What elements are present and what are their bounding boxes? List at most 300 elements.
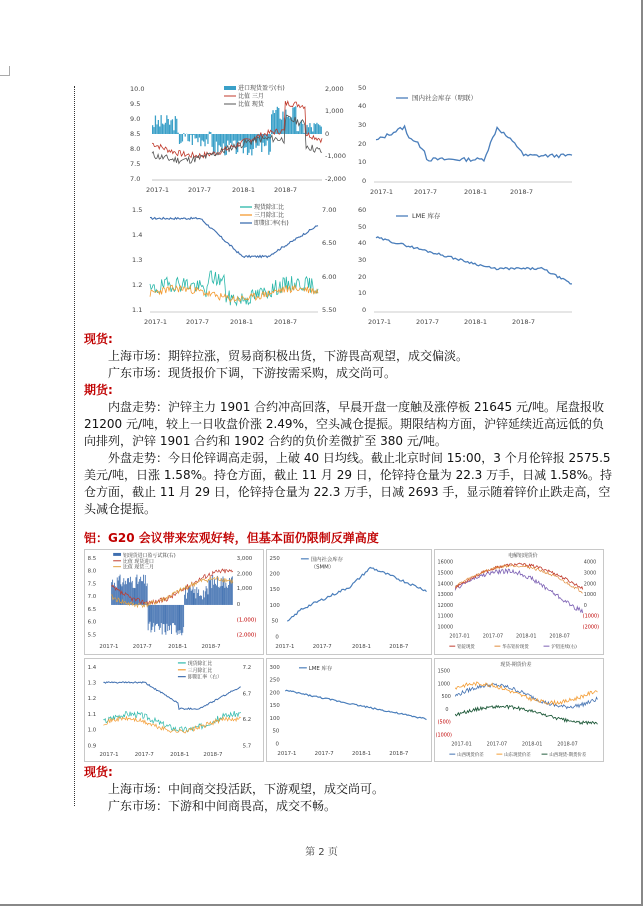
bar [209, 580, 210, 605]
bar [218, 587, 219, 605]
bar [302, 124, 303, 134]
tick: 12000 [437, 602, 454, 609]
al-import-svg [85, 550, 263, 654]
bar [130, 577, 131, 605]
bar [306, 125, 307, 134]
bar [214, 579, 215, 605]
bar [210, 132, 211, 134]
bar [298, 131, 299, 134]
legend-label: 国内社会库存（明联） [412, 94, 477, 102]
al-fx-spot-ratio-line [103, 711, 240, 732]
tick: 2017-7 [134, 752, 154, 759]
bar [113, 586, 114, 605]
al-price-svg [435, 550, 603, 654]
al-price-chart [434, 549, 604, 655]
zinc-foreign-line-3: 仓方面，截止 11 月 29 日，伦锌持仓量为 22.3 万手，日减 2693 手，显示随着锌价止跌走高，空 [84, 485, 611, 499]
tick: -1,000 [325, 152, 346, 160]
tick: 7.0 [130, 175, 141, 183]
bar [184, 595, 185, 605]
bar [311, 127, 312, 134]
tick: 2018-07 [549, 633, 570, 640]
bar [219, 134, 220, 145]
tick: 1,000 [325, 107, 344, 115]
page-number: 第 2 页 [305, 847, 338, 858]
bar [170, 605, 171, 625]
zinc-social-stock-x [370, 188, 533, 196]
tick: 10.0 [130, 85, 145, 93]
bar [179, 605, 180, 634]
tick: 50 [358, 84, 367, 92]
tick: 7.2 [242, 664, 252, 671]
zinc-foreign-line-2: 美元/吨，日涨 1.58%。持仓方面，截止 11 月 29 日，伦锌持仓量为 22.3 万手，日减 1.58%。持 [84, 468, 613, 482]
tick: 2018-07 [557, 741, 578, 748]
bar [207, 588, 208, 604]
legend-label: 比值 三月 [238, 93, 264, 100]
bar [123, 578, 124, 605]
zinc-social-stock-line [376, 126, 572, 161]
bar [118, 580, 119, 605]
bar [200, 595, 201, 605]
bar [197, 134, 198, 142]
tick: 2017-7 [314, 751, 334, 758]
bar [216, 585, 217, 605]
bar [316, 123, 317, 134]
tick: 0 [275, 634, 279, 641]
tick: 2018-01 [521, 741, 543, 748]
tick: 20 [358, 140, 367, 148]
bar [179, 605, 180, 630]
bar [143, 575, 144, 605]
tick: 2017-1 [146, 186, 170, 194]
bar [195, 589, 196, 605]
bar [162, 605, 163, 635]
tick: 2017-1 [368, 318, 392, 326]
bar [187, 593, 188, 605]
bar [216, 134, 217, 142]
bar [220, 586, 221, 605]
bar [137, 584, 138, 605]
al-social-stock-line [287, 567, 426, 621]
bar [189, 586, 190, 605]
bar [190, 587, 191, 605]
tick: 1.4 [132, 231, 143, 239]
al-spot-guangdong: 广东市场：下游和中间商畏高，成交不畅。 [108, 799, 337, 813]
tick: 500 [441, 694, 451, 701]
bar [176, 119, 177, 134]
tick: 11000 [437, 613, 454, 620]
tick: 1,000 [236, 586, 253, 593]
tick: 2017-1 [144, 318, 168, 326]
zinc-social-stock-y [358, 84, 366, 185]
zinc-fx-y-right [322, 206, 336, 314]
zinc-domestic-line-2: 21200 元/吨，较上一日收盘价涨 2.49%，空头减仓提振。期限结构方面，沪锌延续近高远低的负 [84, 417, 604, 431]
legend-swatch [113, 553, 121, 556]
bar [224, 588, 225, 605]
tick: 40 [358, 102, 367, 110]
legend-label: 华东铝价现货 [502, 645, 529, 651]
bar [319, 125, 320, 134]
al-spot-heading: 现货: [84, 765, 113, 779]
bar [217, 576, 218, 605]
tick: 150 [269, 587, 280, 594]
al-lme-stock-line [285, 690, 426, 719]
tick: 1.3 [87, 680, 97, 687]
zinc-domestic-line-3: 向排列，沪锌 1901 合约和 1902 合约的负价差微扩至 380 元/吨。 [84, 434, 447, 448]
zinc-fx-three-month-ratio-line [150, 285, 318, 301]
legend-label: 山西现货-期货价差 [549, 753, 587, 759]
legend-label: 国内社会库存 [310, 556, 343, 563]
tick: 16000 [437, 559, 454, 566]
bar [210, 580, 211, 605]
bar [160, 605, 161, 628]
bar [138, 582, 139, 605]
tick: 14000 [437, 581, 454, 588]
bar [155, 605, 156, 626]
tick: 2018-1 [232, 186, 256, 194]
zinc-import-chart [128, 82, 348, 198]
bar [241, 134, 242, 140]
tick: 5.50 [322, 306, 337, 314]
bar [203, 134, 204, 142]
bar [190, 134, 191, 135]
bar [152, 125, 153, 134]
tick: 2018-1 [230, 318, 254, 326]
zinc-social-stock-chart [352, 82, 577, 198]
tick: 2017-1 [99, 644, 119, 651]
zinc-social-stock-svg [352, 82, 577, 198]
bar [229, 578, 230, 605]
al-spot-shanghai: 上海市场：中间商交投活跃，下游观望，成交尚可。 [108, 782, 385, 796]
legend-swatch [224, 86, 236, 90]
bar [137, 575, 138, 605]
zinc-lme-stock-line [376, 237, 572, 284]
bar [183, 605, 184, 627]
bar [230, 580, 231, 605]
tick: 1500 [437, 668, 451, 675]
bar [195, 134, 196, 139]
tick: 0 [236, 601, 241, 608]
bar [187, 134, 188, 141]
bar [155, 116, 156, 135]
tick: -2,000 [325, 175, 346, 183]
bar [174, 605, 175, 625]
bar [171, 605, 172, 634]
bar [212, 134, 213, 147]
legend-label: 沪铝连续(右) [551, 645, 577, 651]
bar [154, 605, 155, 632]
bar [297, 131, 298, 134]
chart-title: 现货-期货价差 [500, 661, 532, 668]
bar [318, 124, 319, 134]
bar [144, 584, 145, 605]
tick: 1000 [437, 681, 451, 688]
bar [159, 127, 160, 135]
bar [170, 120, 171, 134]
bar [165, 605, 166, 635]
tick: 2000 [583, 581, 597, 588]
bar [282, 112, 283, 134]
bar [172, 605, 173, 623]
tick: 15000 [437, 570, 454, 577]
bar [169, 125, 170, 134]
zinc-futures-heading: 期货: [84, 383, 113, 397]
zinc-foreign-line-1: 外盘走势：今日伦锌调高走弱，上破 40 日均线。截止北京时间 15:00，3 个月伦锌报 2575.5 [108, 451, 611, 465]
bar [186, 599, 187, 605]
al-spread-svg [435, 659, 603, 761]
al-fx-x [99, 752, 222, 758]
bar [149, 605, 150, 624]
tick: 2017-07 [482, 633, 504, 640]
bar [196, 134, 197, 138]
bar [166, 115, 167, 134]
bar [220, 134, 221, 147]
tick: 2018-01 [516, 633, 537, 640]
tick: 1.4 [87, 664, 97, 671]
tick: 1.3 [132, 256, 143, 264]
bar [114, 583, 115, 605]
bar [202, 599, 203, 605]
al-social-stock-x [275, 644, 408, 650]
legend-label: 即期汇率（右） [187, 674, 222, 681]
bar [224, 580, 225, 605]
legend-label: 铝现货进口盈亏试算(右) [122, 552, 176, 559]
tick: 2018-7 [510, 188, 534, 196]
bar [312, 132, 313, 135]
tick: 6.00 [322, 273, 337, 281]
bar [179, 134, 180, 144]
bar [205, 591, 206, 605]
tick: 2017-1 [277, 751, 297, 758]
bar [204, 134, 205, 146]
tick: 6.5 [87, 606, 97, 613]
al-spread-shanxi-futures-line [455, 705, 597, 724]
tick: 250 [269, 555, 280, 562]
tick: 2017-01 [451, 741, 472, 748]
al-lme-stock-x [277, 751, 408, 757]
tick: 6.2 [242, 716, 252, 723]
bar [230, 134, 231, 143]
legend-label: 即期汇率(右) [254, 220, 289, 227]
tick: 4000 [583, 559, 597, 566]
tick: 2018-1 [168, 644, 188, 651]
bar [219, 588, 220, 605]
zinc-spot-heading: 现货: [84, 332, 113, 346]
tick: (500) [437, 719, 451, 726]
bar [120, 575, 121, 605]
bar [156, 605, 157, 624]
al-import-y-left [88, 556, 97, 639]
bar [192, 134, 193, 145]
tick: (2,000) [236, 632, 257, 639]
tick: 2018-7 [389, 644, 409, 651]
bar [167, 605, 168, 631]
bar [204, 597, 205, 605]
tick: 0.9 [87, 743, 97, 750]
al-spread-x [451, 741, 577, 747]
tick: 2017-1 [99, 752, 119, 759]
bar [153, 605, 154, 623]
al-social-stock-y [270, 556, 281, 640]
bar [233, 134, 234, 141]
tick: 7.00 [322, 206, 337, 214]
tick: 2018-7 [274, 318, 298, 326]
tick: 30 [358, 256, 367, 264]
bar [222, 586, 223, 605]
bar [213, 585, 214, 605]
bar [193, 586, 194, 605]
al-fx-legend [178, 660, 222, 681]
al-import-chart [84, 549, 264, 655]
tick: 5.5 [87, 632, 97, 639]
bar [198, 589, 199, 605]
bar [288, 116, 289, 134]
bar [116, 588, 117, 605]
bar [309, 123, 310, 134]
bar [162, 124, 163, 134]
bar [227, 588, 228, 605]
tick: 7.5 [87, 581, 97, 588]
bar [315, 124, 316, 134]
bar [199, 134, 200, 138]
tick: 0 [445, 706, 449, 713]
al-fx-chart [84, 658, 264, 762]
tick: 8.5 [87, 555, 97, 562]
bar [129, 582, 130, 605]
bar [264, 134, 265, 146]
bar [182, 134, 183, 142]
bar [226, 587, 227, 605]
legend-label: （SMM） [310, 564, 335, 571]
bar [178, 133, 179, 134]
tick: 2018-7 [203, 752, 223, 759]
bar [180, 134, 181, 143]
legend-label: 进口现货盈亏(右) [238, 85, 285, 92]
al-import-legend [113, 552, 176, 571]
zinc-fx-x [144, 318, 297, 326]
bar [182, 605, 183, 633]
tick: 8.0 [87, 568, 97, 575]
tick: 2018-7 [389, 751, 409, 758]
bar [221, 578, 222, 605]
tick: 2017-1 [370, 188, 394, 196]
bar [161, 115, 162, 134]
tick: (1000) [582, 613, 600, 620]
zinc-spot-shanghai: 上海市场：期锌拉涨，贸易商积极出货，下游畏高观望，成交偏淡。 [108, 349, 469, 363]
bar [210, 577, 211, 605]
bar [208, 594, 209, 605]
bar [164, 605, 165, 624]
bar [178, 605, 179, 631]
legend-label: 比值 现货进口 [122, 558, 154, 565]
tick: 250 [269, 677, 280, 684]
tick: (2000) [582, 624, 600, 631]
bar [158, 605, 159, 626]
zinc-spot-guangdong: 广东市场：现货报价下调，下游按需采购，成交尚可。 [108, 366, 397, 380]
tick: 10000 [437, 624, 454, 631]
bar [270, 134, 271, 152]
al-fx-svg [85, 659, 263, 761]
bar [150, 605, 151, 622]
bar [196, 587, 197, 605]
zinc-import-x [146, 186, 297, 194]
tick: 300 [269, 664, 280, 671]
bar [213, 134, 214, 153]
bar [214, 134, 215, 153]
legend-label: 山西现货价差 [457, 753, 484, 759]
tick: 50 [271, 618, 279, 625]
bar [151, 605, 152, 630]
tick: 2018-1 [170, 752, 190, 759]
al-fx-y-right [243, 665, 252, 749]
tick: 150 [269, 703, 280, 710]
bar [181, 605, 182, 635]
bar [209, 132, 210, 134]
tick: 9.0 [130, 115, 141, 123]
bar [192, 590, 193, 605]
tick: 1.1 [132, 306, 143, 314]
al-lme-stock-y [270, 665, 281, 748]
tick: 2017-7 [186, 318, 210, 326]
tick: 0 [362, 177, 367, 185]
bar [158, 120, 159, 134]
bar [223, 134, 224, 143]
tick: 7.5 [130, 160, 141, 168]
legend-label: 三月除汇比 [187, 667, 213, 674]
tick: 2018-7 [274, 186, 298, 194]
bar [195, 598, 196, 605]
bar [161, 605, 162, 623]
al-fx-spot-rate-line [103, 682, 240, 710]
al-lme-stock-svg [267, 659, 431, 761]
bar [168, 605, 169, 626]
bar [229, 134, 230, 145]
bar [189, 134, 190, 142]
tick: 40 [358, 239, 367, 247]
bar [168, 119, 169, 134]
tick: 0 [583, 602, 587, 609]
legend-label: 三月除汇比 [254, 212, 285, 219]
tick: 6.50 [322, 239, 337, 247]
tick: 2017-7 [312, 644, 332, 651]
bar [152, 605, 153, 627]
bar [212, 575, 213, 605]
tick: 3000 [583, 570, 597, 577]
al-spread-shandong-line [455, 682, 597, 705]
bar [206, 134, 207, 139]
bar [127, 578, 128, 605]
bar [145, 575, 146, 605]
tick: 2,000 [236, 571, 253, 578]
al-spread-legend [449, 751, 586, 758]
al-spread-y [436, 669, 452, 739]
tick: 2,000 [325, 85, 344, 93]
tick: 2018-7 [512, 318, 536, 326]
bar [194, 593, 195, 605]
bar [180, 605, 181, 633]
tick: 8.0 [130, 145, 141, 153]
bar [159, 605, 160, 630]
tick: 200 [269, 690, 280, 697]
tick: 8.5 [130, 130, 141, 138]
tick: 9.5 [130, 100, 141, 108]
tick: 100 [269, 715, 280, 722]
bar [203, 590, 204, 605]
bar [199, 596, 200, 605]
bar [248, 134, 249, 153]
legend-label: 现货除汇比 [254, 204, 285, 211]
bar [151, 605, 152, 632]
tick: 2017-1 [275, 644, 295, 651]
